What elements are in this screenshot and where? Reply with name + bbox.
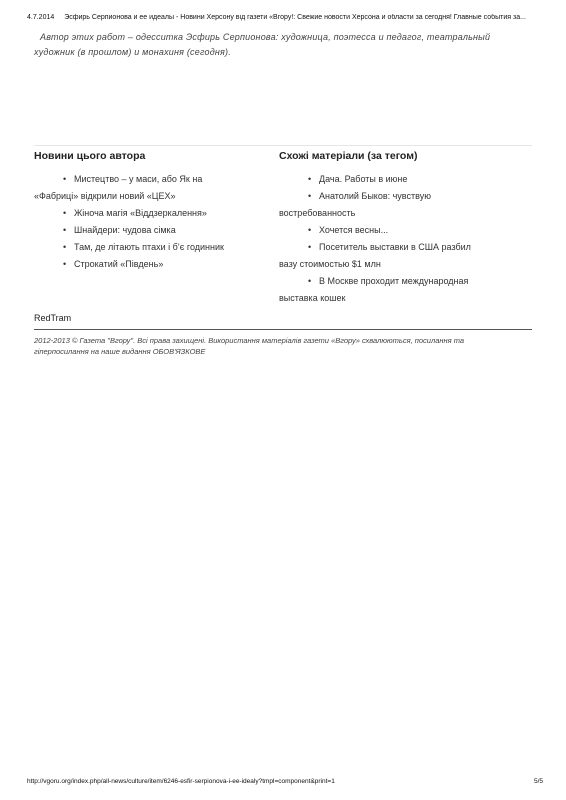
related-item[interactable] (279, 273, 519, 307)
related-item[interactable] (279, 222, 519, 239)
bullet-icon: • (308, 174, 312, 184)
bullet-icon: • (308, 191, 312, 201)
bullet-icon: • (63, 225, 67, 235)
caption-line-2: художник (в прошлом) и монахиня (сегодня). (34, 47, 231, 57)
author-news-link[interactable]: Мистецтво – у маси, або Як на (74, 174, 203, 184)
author-news-item[interactable] (34, 256, 274, 273)
related-link-cont[interactable]: вазу стоимостью $1 млн (279, 259, 381, 269)
bullet-icon: • (308, 225, 312, 235)
author-news-item[interactable] (34, 222, 274, 239)
author-news-link-cont[interactable]: «Фабриці» відкрили новий «ЦЕХ» (34, 191, 176, 201)
author-news-item[interactable] (34, 205, 274, 222)
related-link[interactable]: Хочется весны... (319, 225, 389, 235)
author-news-link[interactable]: Шнайдери: чудова сімка (74, 225, 176, 235)
related-link-cont[interactable]: выставка кошек (279, 293, 346, 303)
related-item[interactable] (279, 171, 519, 188)
author-news-link[interactable]: Строкатий «Південь» (74, 259, 164, 269)
author-news-list (34, 171, 274, 273)
bullet-icon: • (63, 242, 67, 252)
bullet-icon: • (308, 242, 312, 252)
print-page-title: Эсфирь Серпионова и ее идеалы - Новини Херсону від газети «Вгору!: Свежие новости Херсона и области за сегодня! Главные события за... (64, 14, 526, 21)
author-news-section (34, 149, 274, 273)
section-divider (34, 145, 532, 146)
related-link[interactable]: Анатолий Быков: чувствую (319, 191, 431, 201)
redtram-label: RedTram (34, 313, 72, 323)
bullet-icon: • (63, 259, 67, 269)
footer-divider (34, 329, 532, 330)
copyright-note (34, 335, 534, 357)
copyright-line-2: гіперпосилання на наше видання ОБОВ'ЯЗКОВЕ (34, 347, 206, 356)
page-number: 5/5 (533, 778, 543, 785)
related-link-cont[interactable]: востребованность (279, 208, 356, 218)
author-news-heading: Новини цього автора (34, 150, 146, 162)
caption-line-1: Автор этих работ – одесситка Эсфирь Серпионова: художница, поэтесса и педагог, театральный (40, 32, 491, 42)
related-list (279, 171, 519, 307)
bullet-icon: • (63, 174, 67, 184)
print-header (27, 14, 557, 21)
print-date: 4.7.2014 (27, 14, 55, 21)
author-news-link[interactable]: Жіноча магія «Віддзеркалення» (74, 208, 207, 218)
related-link[interactable]: Посетитель выставки в США разбил (319, 242, 471, 252)
copyright-line-1: 2012-2013 © Газета "Вгору". Всі права захищені. Використання матеріалів газети «Вгору» схвалюються, посилання та (34, 336, 465, 345)
author-news-link[interactable]: Там, де літають птахи і б’є годинник (74, 242, 224, 252)
bullet-icon: • (308, 276, 312, 286)
related-section (279, 149, 519, 307)
related-link[interactable]: Дача. Работы в июне (319, 174, 408, 184)
bullet-icon: • (63, 208, 67, 218)
author-news-item[interactable] (34, 239, 274, 256)
author-news-item[interactable] (34, 171, 274, 205)
related-heading: Схожі матеріали (за тегом) (279, 150, 418, 162)
related-link[interactable]: В Москве проходит международная (319, 276, 469, 286)
print-url: http://vgoru.org/index.php/all-news/culture/item/6246-esfir-serpionova-i-ee-idealy?tmpl=component&print=1 (27, 778, 335, 785)
image-caption (34, 30, 514, 60)
related-item[interactable] (279, 239, 519, 273)
related-item[interactable] (279, 188, 519, 222)
